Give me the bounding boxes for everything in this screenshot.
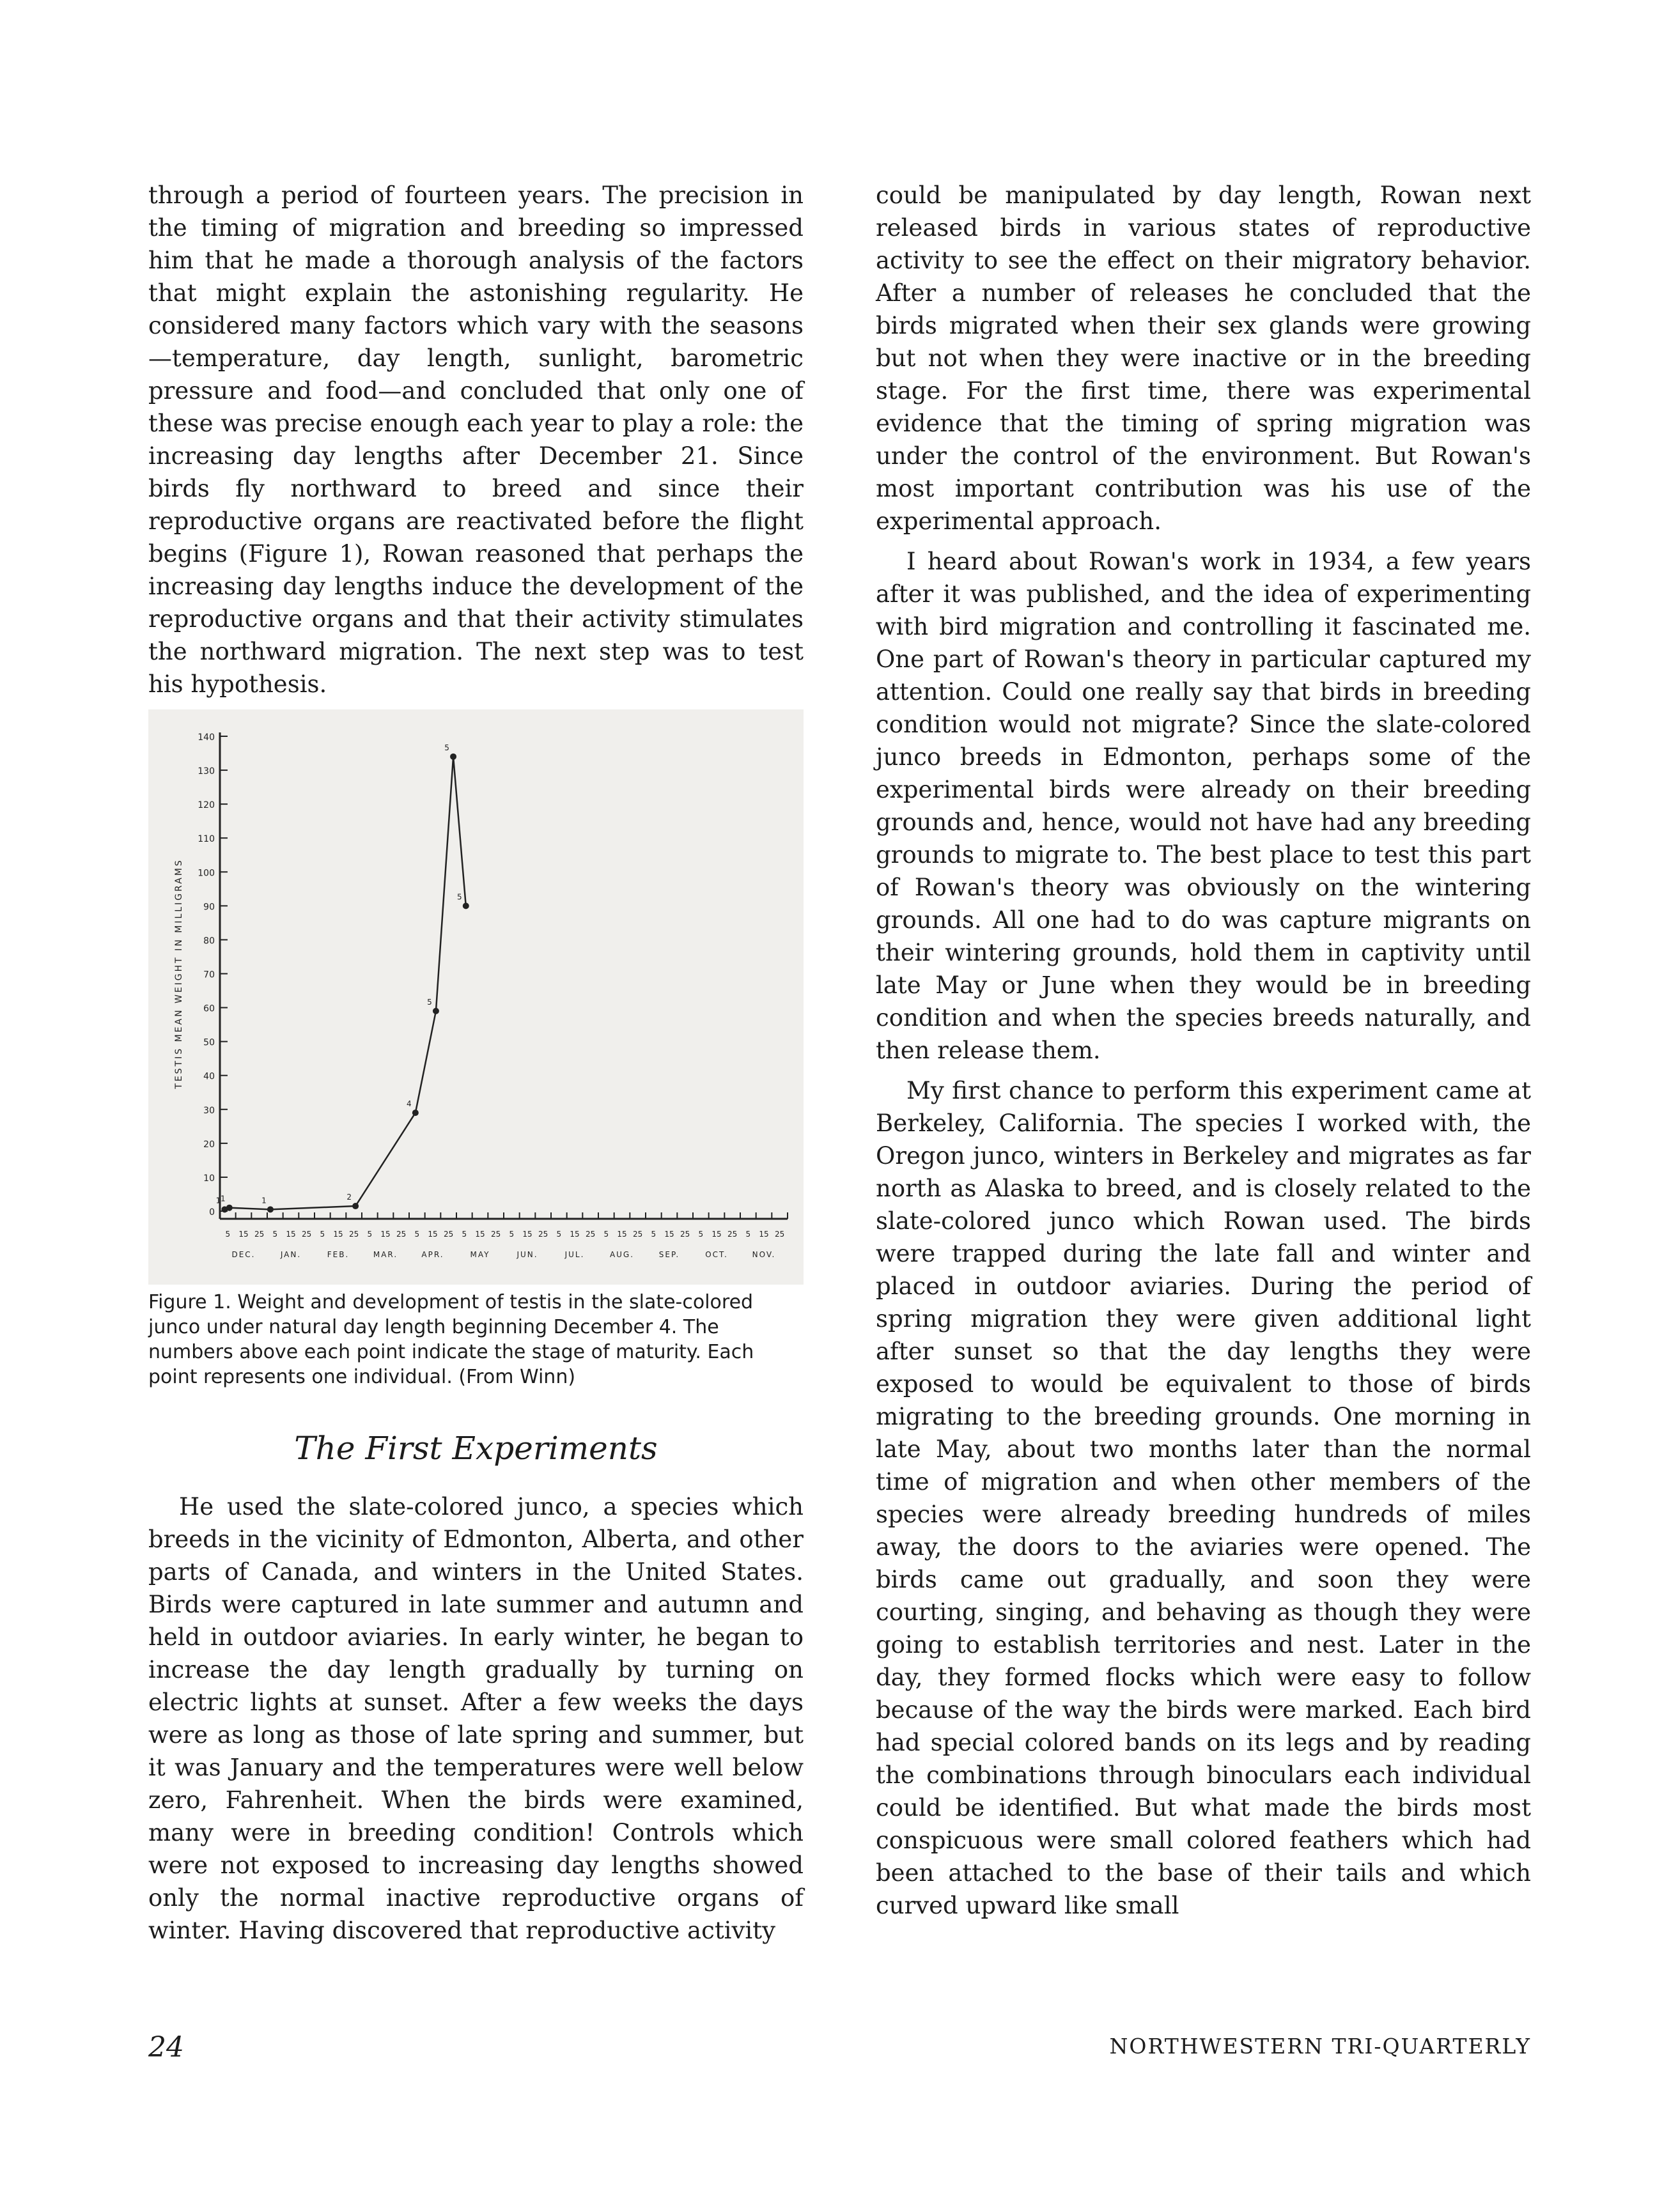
right-column bbox=[876, 179, 1531, 1922]
x-day-tick-label: 15 bbox=[522, 1230, 532, 1239]
x-month-label: MAR. bbox=[373, 1250, 398, 1259]
x-day-tick-label: 5 bbox=[556, 1230, 562, 1239]
x-month-label: OCT. bbox=[705, 1250, 728, 1259]
stage-label: 1 bbox=[261, 1196, 267, 1205]
y-tick-label: 80 bbox=[203, 936, 215, 947]
x-day-tick-label: 15 bbox=[238, 1230, 249, 1239]
testis-weight-chart bbox=[148, 709, 804, 1285]
x-day-tick-label: 15 bbox=[428, 1230, 438, 1239]
y-tick-label: 40 bbox=[203, 1071, 215, 1082]
y-tick-label: 110 bbox=[198, 834, 215, 845]
chart-svg bbox=[148, 709, 804, 1285]
x-day-tick-label: 15 bbox=[617, 1230, 627, 1239]
x-month-label: AUG. bbox=[609, 1250, 635, 1259]
x-day-tick-label: 25 bbox=[302, 1230, 312, 1239]
x-day-tick-label: 5 bbox=[320, 1230, 325, 1239]
x-day-tick-label: 25 bbox=[586, 1230, 596, 1239]
body-paragraph: My first chance to perform this experiment came at Berkeley, California. The species I worked with, the Oregon junco, winters in Berkeley and migrates as far north as Alaska to breed, and is closely related to the slate-colored junco which Rowan used. The birds were trapped during the late fall and winter and placed in outdoor aviaries. During the period of spring migration they were given additional light after sunset so that the day lengths they were exposed to would be equivalent to those of birds migrating to the breeding grounds. One morning in late May, about two months later than the normal time of migration and when other members of the species were already breeding hundreds of miles away, the doors to the aviaries were opened. The birds came out gradually, and soon they were courting, singing, and behaving as though they were going to establish territories and nest. Later in the day, they formed flocks which were easy to follow because of the way the birds were marked. Each bird had special colored bands on its legs and by reading the combinations through binoculars each individual could be identified. But what made the birds most conspicuous were small colored feathers which had been attached to the base of their tails and which curved upward like small bbox=[876, 1077, 1531, 1919]
x-day-tick-label: 15 bbox=[664, 1230, 674, 1239]
y-tick-label: 0 bbox=[209, 1207, 215, 1218]
stage-label: 5 bbox=[444, 743, 449, 752]
figure-caption: Figure 1. Weight and development of testis in the slate-colored junco under natural day length beginning December 4. The numbers above each point indicate the stage of maturity. Each point represents one individual. (From Winn) bbox=[148, 1291, 754, 1388]
x-month-label: JAN. bbox=[280, 1250, 302, 1259]
stage-label: 4 bbox=[407, 1099, 412, 1109]
x-day-tick-label: 5 bbox=[414, 1230, 420, 1239]
y-tick-label: 90 bbox=[203, 902, 215, 913]
y-tick-label: 10 bbox=[203, 1173, 215, 1184]
x-day-tick-label: 5 bbox=[698, 1230, 704, 1239]
x-day-tick-label: 15 bbox=[570, 1230, 580, 1239]
x-day-tick-label: 25 bbox=[254, 1230, 265, 1239]
data-point bbox=[463, 902, 469, 909]
stage-label: 2 bbox=[346, 1193, 352, 1202]
data-point bbox=[450, 754, 456, 760]
y-tick-label: 130 bbox=[198, 766, 215, 777]
body-paragraph: He used the slate-colored junco, a species which breeds in the vicinity of Edmonton, Alberta, and other parts of Canada, and winters in the United States. Birds were captured in late summer and autumn and held in outdoor aviaries. In early winter, he began to increase the day length gradually by turning on electric lights at sunset. After a few weeks the days were as long as those of late spring and summer, but it was January and the temperatures were well below zero, Fahrenheit. When the birds were examined, many were in breeding condition! Controls which were not exposed to increasing day lengths showed only the normal inactive reproductive organs of winter. Having discovered that reproductive activity bbox=[148, 1493, 804, 1944]
y-tick-label: 100 bbox=[198, 868, 215, 879]
y-tick-label: 50 bbox=[203, 1037, 215, 1048]
y-tick-label: 30 bbox=[203, 1105, 215, 1116]
x-day-tick-label: 5 bbox=[745, 1230, 751, 1239]
figure-1 bbox=[148, 709, 804, 1389]
x-month-label: JUL. bbox=[564, 1250, 585, 1259]
x-day-tick-label: 25 bbox=[491, 1230, 501, 1239]
x-day-tick-label: 25 bbox=[538, 1230, 548, 1239]
y-axis-label: TESTIS MEAN WEIGHT IN MILLIGRAMS bbox=[174, 858, 184, 1089]
x-day-tick-label: 5 bbox=[509, 1230, 515, 1239]
section-heading: The First Experiments bbox=[294, 1430, 658, 1467]
x-month-label: APR. bbox=[421, 1250, 444, 1259]
data-point bbox=[226, 1205, 233, 1211]
x-day-tick-label: 25 bbox=[349, 1230, 359, 1239]
data-point bbox=[433, 1008, 439, 1014]
x-day-tick-label: 25 bbox=[680, 1230, 690, 1239]
series-line bbox=[224, 757, 465, 1210]
x-day-tick-label: 5 bbox=[603, 1230, 609, 1239]
y-tick-label: 70 bbox=[203, 970, 215, 980]
x-day-tick-label: 25 bbox=[633, 1230, 643, 1239]
x-day-tick-label: 25 bbox=[396, 1230, 407, 1239]
y-tick-label: 120 bbox=[198, 800, 215, 811]
x-day-tick-label: 5 bbox=[462, 1230, 467, 1239]
stage-label: 5 bbox=[427, 997, 432, 1007]
left-column bbox=[148, 179, 804, 1947]
x-month-label: SEP. bbox=[658, 1250, 680, 1259]
x-day-tick-label: 25 bbox=[444, 1230, 454, 1239]
x-day-tick-label: 15 bbox=[475, 1230, 485, 1239]
x-month-label: MAY bbox=[470, 1250, 490, 1259]
stage-label: 5 bbox=[456, 892, 462, 902]
page-number: 24 bbox=[148, 2031, 184, 2064]
x-day-tick-label: 15 bbox=[711, 1230, 722, 1239]
running-footer: NORTHWESTERN TRI-QUARTERLY bbox=[1109, 2034, 1531, 2059]
x-month-label: NOV. bbox=[752, 1250, 776, 1259]
stage-label: 1 bbox=[215, 1196, 221, 1205]
x-day-tick-label: 5 bbox=[367, 1230, 373, 1239]
x-month-label: FEB. bbox=[327, 1250, 350, 1259]
x-day-tick-label: 5 bbox=[225, 1230, 231, 1239]
stage-label: 1 bbox=[220, 1194, 226, 1203]
x-month-label: DEC. bbox=[231, 1250, 256, 1259]
x-day-tick-label: 5 bbox=[651, 1230, 657, 1239]
body-paragraph: through a period of fourteen years. The precision in the timing of migration and breeding so impressed him that he made a thorough analysis of the factors that might explain the astonishing regularity. He considered many factors which vary with the seasons—temperature, day length, sunlight, barometric pressure and food—and concluded that only one of these was precise enough each year to play a role: the increasing day lengths after December 21. Since birds fly northward to breed and since their reproductive organs are reactivated before the flight begins (Figure 1), Rowan reasoned that perhaps the increasing day lengths induce the development of the reproductive organs and that their activity stimulates the northward migration. The next step was to test his hypothesis. bbox=[148, 182, 804, 698]
y-tick-label: 60 bbox=[203, 1003, 215, 1014]
x-day-tick-label: 25 bbox=[775, 1230, 785, 1239]
x-day-tick-label: 15 bbox=[759, 1230, 769, 1239]
data-point bbox=[412, 1110, 419, 1116]
data-point bbox=[352, 1203, 359, 1209]
y-tick-label: 20 bbox=[203, 1139, 215, 1150]
body-paragraph: could be manipulated by day length, Rowan next released birds in various states of reproductive activity to see the effect on their migratory behavior. After a number of releases he concluded that the birds migrated when their sex glands were growing but not when they were inactive or in the breeding stage. For the first time, there was experimental evidence that the timing of spring migration was under the control of the environment. But Rowan's most important contribution was his use of the experimental approach. bbox=[876, 182, 1531, 535]
data-point bbox=[267, 1206, 274, 1212]
y-tick-label: 140 bbox=[198, 732, 215, 743]
x-day-tick-label: 25 bbox=[727, 1230, 738, 1239]
x-month-label: JUN. bbox=[517, 1250, 538, 1259]
x-day-tick-label: 15 bbox=[333, 1230, 343, 1239]
x-day-tick-label: 15 bbox=[380, 1230, 391, 1239]
body-paragraph: I heard about Rowan's work in 1934, a few years after it was published, and the idea of experimenting with bird migration and controlling it fascinated me. One part of Rowan's theory in particular captured my attention. Could one really say that birds in breeding condition would not migrate? Since the slate-colored junco breeds in Edmonton, perhaps some of the experimental birds were already on their breeding grounds and, hence, would not have had any breeding grounds to migrate to. The best place to test this part of Rowan's theory was obviously on the wintering grounds. All one had to do was capture migrants on their wintering grounds, hold them in captivity until late May or June when they would be in breeding condition and when the species breeds naturally, and then release them. bbox=[876, 548, 1531, 1064]
x-day-tick-label: 15 bbox=[286, 1230, 296, 1239]
x-day-tick-label: 5 bbox=[272, 1230, 278, 1239]
